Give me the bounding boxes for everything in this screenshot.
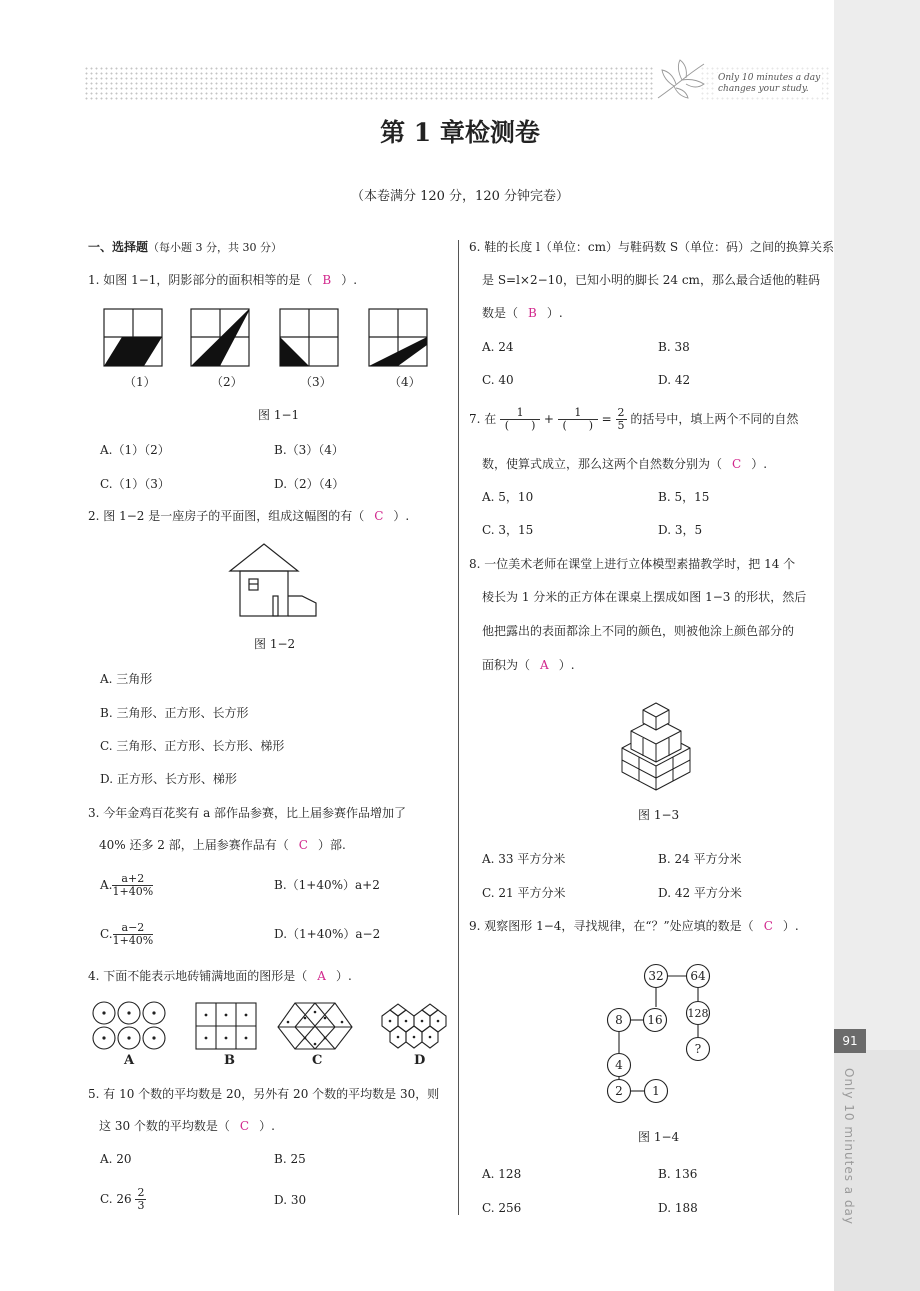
- q5-option-c: C. 26 $\frac{2}{3}$: [100, 1186, 145, 1212]
- q3-option-a: A. $\frac{a+2}{1+40\%}$: [100, 872, 154, 898]
- header-dot-band: [84, 66, 654, 102]
- q6-option-c: C. 40: [482, 373, 514, 387]
- q8-option-a: A. 33 平方分米: [482, 852, 566, 866]
- answer-1: B: [322, 273, 332, 287]
- q2-option-a: A. 三角形: [100, 672, 153, 686]
- answer-9: C: [763, 919, 773, 933]
- q6-option-d: D. 42: [658, 373, 691, 387]
- answer-3: C: [298, 838, 308, 852]
- figure-1-4-caption: 图 1−4: [638, 1130, 680, 1144]
- fig-1-1-label-2: （2）: [211, 375, 243, 389]
- q1-option-a: A.（1）（2）: [100, 443, 170, 457]
- tile-label-b: B: [224, 1053, 235, 1068]
- q2-option-c: C. 三角形、正方形、长方形、梯形: [100, 739, 285, 753]
- tile-label-d: D: [414, 1053, 426, 1068]
- node-2: 2: [615, 1084, 623, 1098]
- section-heading: 一、选择题（每小题 3 分，共 30 分）: [88, 240, 282, 254]
- question-8-line-1: 8. 一位美术老师在课堂上进行立体模型素描教学时，把 14 个: [469, 557, 796, 571]
- q7-option-d: D. 3，5: [658, 523, 703, 537]
- side-text: Only 10 minutes a day: [842, 1068, 856, 1226]
- q5-option-d: D. 30: [274, 1193, 307, 1207]
- question-6-line-3: 数是（ B ）.: [482, 306, 563, 320]
- question-7-line-1: 7. 在 $\frac{1}{( )}$ + $\frac{1}{( )}$ = $\frac{2}{5}$ 的括号中，填上两个不同的自然: [469, 406, 799, 432]
- page-number: 91: [834, 1029, 866, 1053]
- question-7-line-2: 数，使算式成立，那么这两个自然数分别为（ C ）.: [482, 457, 768, 471]
- q9-option-b: B. 136: [658, 1167, 698, 1181]
- q3-option-c: C. $\frac{a-2}{1+40\%}$: [100, 921, 154, 947]
- q8-option-b: B. 24 平方分米: [658, 852, 742, 866]
- question-5-line-2: 这 30 个数的平均数是（ C ）.: [99, 1119, 275, 1133]
- q5-option-a: A. 20: [100, 1152, 132, 1166]
- q2-option-b: B. 三角形、正方形、长方形: [100, 706, 249, 720]
- node-8: 8: [615, 1013, 623, 1027]
- q6-option-b: B. 38: [658, 340, 690, 354]
- question-5-line-1: 5. 有 10 个数的平均数是 20，另外有 20 个数的平均数是 30，则: [88, 1087, 440, 1101]
- q1-option-b: B.（3）（4）: [274, 443, 344, 457]
- question-2: 2. 图 1−2 是一座房子的平面图，组成这幅图的有（ C ）.: [88, 509, 410, 523]
- tile-label-c: C: [312, 1053, 323, 1068]
- tile-label-a: A: [124, 1053, 135, 1068]
- question-6-line-1: 6. 鞋的长度 l（单位：cm）与鞋码数 S（单位：码）之间的换算关系: [469, 240, 835, 254]
- q3-option-b: B.（1+40%）a+2: [274, 878, 380, 892]
- fig-1-1-label-1: （1）: [124, 375, 156, 389]
- fig-1-1-label-4: （4）: [389, 375, 421, 389]
- figure-1-2-house: [226, 540, 322, 620]
- page-title: 第 1 章检测卷: [380, 118, 540, 147]
- page-subtitle: （本卷满分 120 分，120 分钟完卷）: [350, 189, 570, 204]
- answer-5: C: [239, 1119, 250, 1133]
- q8-option-c: C. 21 平方分米: [482, 886, 566, 900]
- question-6-line-2: 是 S=l×2−10，已知小明的脚长 24 cm，那么最合适他的鞋码: [482, 273, 820, 287]
- q3-option-d: D.（1+40%）a−2: [274, 927, 381, 941]
- answer-6: B: [528, 306, 537, 320]
- node-128: 128: [687, 1007, 709, 1020]
- question-8-line-3: 他把露出的表面都涂上不同的颜色，则被他涂上颜色部分的: [482, 624, 795, 638]
- node-unknown: ?: [694, 1042, 702, 1056]
- question-1: 1. 如图 1−1，阴影部分的面积相等的是（ B ）.: [88, 273, 358, 287]
- answer-2: C: [374, 509, 384, 523]
- answer-7: C: [732, 457, 742, 471]
- figure-1-3-caption: 图 1−3: [638, 808, 680, 822]
- q9-option-c: C. 256: [482, 1201, 522, 1215]
- node-64: 64: [690, 969, 706, 983]
- q1-option-c: C.（1）（3）: [100, 477, 170, 491]
- question-8-line-4: 面积为（ A ）.: [482, 658, 575, 672]
- question-9: 9. 观察图形 1−4，寻找规律，在“？”处应填的数是（ C ）.: [469, 919, 799, 933]
- q5-option-b: B. 25: [274, 1152, 306, 1166]
- question-3-line-2: 40% 还多 2 部，上届参赛作品有（ C ）部.: [99, 838, 346, 852]
- figure-1-4-number-chain: [600, 960, 720, 1110]
- header-tagline: Only 10 minutes a day changes your study.: [718, 73, 821, 94]
- column-divider: [458, 240, 459, 1215]
- q8-option-d: D. 42 平方分米: [658, 886, 742, 900]
- node-16: 16: [647, 1013, 663, 1027]
- q7-option-b: B. 5，15: [658, 490, 710, 504]
- figure-1-1: [102, 308, 432, 368]
- q2-option-d: D. 正方形、长方形、梯形: [100, 772, 237, 786]
- node-1: 1: [652, 1084, 660, 1098]
- node-32: 32: [648, 969, 664, 983]
- question-3-line-1: 3. 今年金鸡百花奖有 a 部作品参赛，比上届参赛作品增加了: [88, 806, 407, 820]
- question-4: 4. 下面不能表示地砖铺满地面的图形是（ A ）.: [88, 969, 352, 983]
- q9-option-a: A. 128: [482, 1167, 522, 1181]
- figure-1-3-cubes: [618, 698, 694, 794]
- leaf-icon: [652, 58, 714, 102]
- figure-1-2-caption: 图 1−2: [254, 637, 296, 651]
- answer-8: A: [540, 658, 549, 672]
- figure-tiles: [90, 1000, 460, 1052]
- fig-1-1-label-3: （3）: [300, 375, 332, 389]
- q6-option-a: A. 24: [482, 340, 514, 354]
- answer-4: A: [317, 969, 326, 983]
- question-8-line-2: 棱长为 1 分米的正方体在课桌上摆成如图 1−3 的形状，然后: [482, 590, 807, 604]
- node-4: 4: [615, 1058, 623, 1072]
- q9-option-d: D. 188: [658, 1201, 698, 1215]
- q7-option-c: C. 3，15: [482, 523, 534, 537]
- q1-option-d: D.（2）（4）: [274, 477, 345, 491]
- q7-option-a: A. 5，10: [482, 490, 534, 504]
- figure-1-1-caption: 图 1−1: [258, 408, 300, 422]
